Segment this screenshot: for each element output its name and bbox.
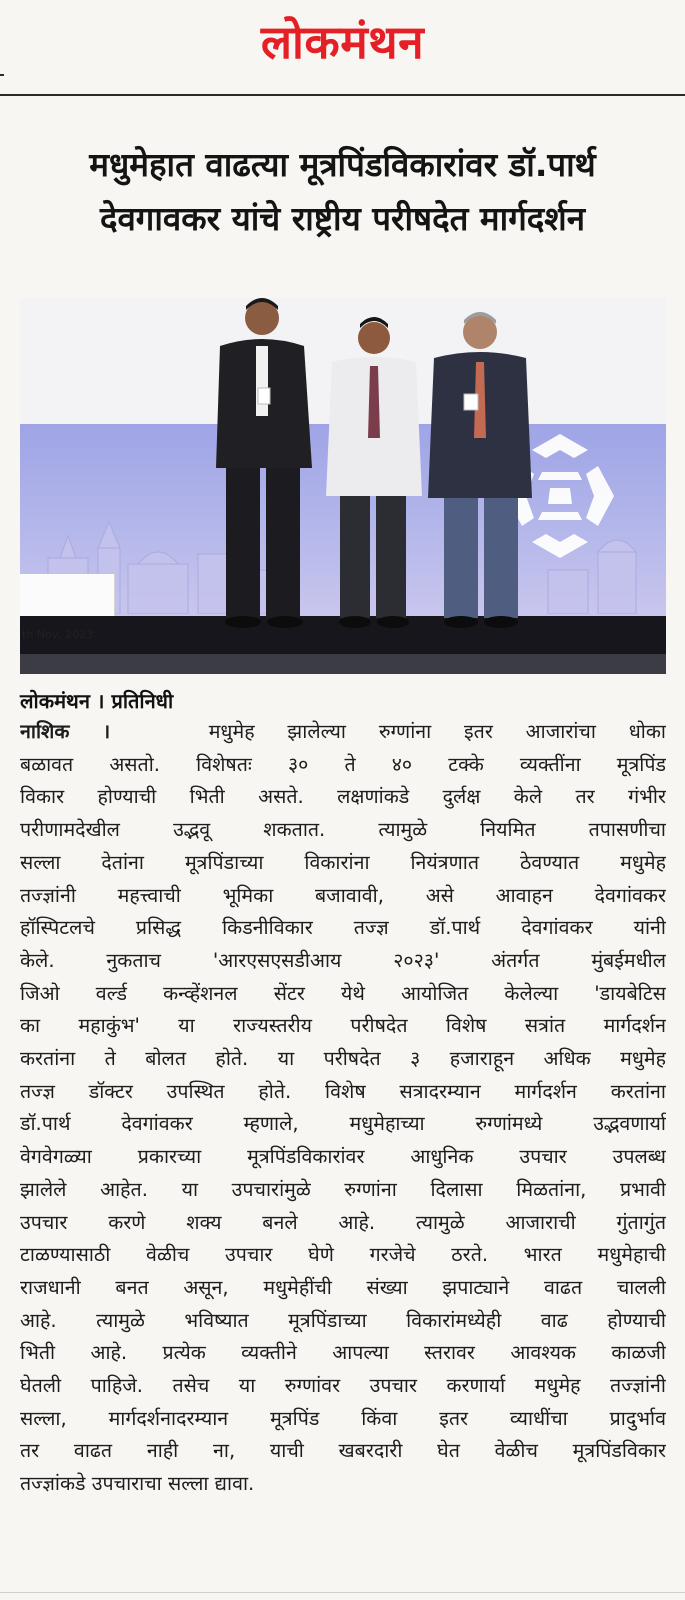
article-headline [20, 138, 665, 246]
masthead-rule [0, 94, 685, 96]
article-line: का महाकुंभ' या राज्यस्तरीय परीषदेत विशेष सत्रांत मार्गदर्शन [20, 1014, 666, 1038]
person-middle [326, 317, 422, 628]
article-line: डॉ.पार्थ देवगांवकर म्हणाले, मधुमेहाच्या रुग्णांमध्ये उद्भवणार्या [20, 1112, 666, 1136]
article-byline: लोकमंथन । प्रतिनिधी [20, 689, 174, 713]
person-left [216, 298, 312, 628]
article-line: तज्ज्ञांनी महत्त्वाची भूमिका बजावावी, असे आवाहन देवगांवकर [20, 883, 666, 907]
article-line: सल्ला देतांना मूत्रपिंडाच्या विकारांना नियंत्रणात ठेवण्यात मधुमेह [20, 850, 666, 874]
article-line: झालेले आहेत. या उपचारांमुळे रुग्णांना दिलासा मिळतांना, प्रभावी [20, 1177, 666, 1201]
article-line: तज्ज्ञांकडे उपचाराचा सल्ला द्यावा. [20, 1472, 255, 1496]
newspaper-logo: लोकमंथन [260, 15, 425, 69]
article-line: घेतली पाहिजे. तसेच या रुग्णांवर उपचार करणार्या मधुमेह तज्ज्ञांनी [20, 1374, 666, 1398]
article-line: भिती आहे. प्रत्येक व्यक्तीने आपल्या स्तरावर आवश्यक काळजी [20, 1341, 666, 1365]
article-line: करतांना ते बोलत होते. या परीषदेत ३ हजाराहून अधिक मधुमेह [20, 1047, 666, 1071]
article-line: टाळण्यासाठी वेळीच उपचार घेणे गरजेचे ठरते. भारत मधुमेहाची [20, 1243, 666, 1267]
article-line: केले. नुकताच 'आरएसएसडीआय २०२३' अंतर्गत मुंबईमधील [20, 948, 666, 972]
article-line: विकार होण्याची भिती असते. लक्षणांकडे दुर्लक्ष केले तर गंभीर [20, 785, 666, 809]
masthead [0, 0, 685, 96]
article-line: तज्ज्ञ डॉक्टर उपस्थित होते. विशेष सत्रादरम्यान मार्गदर्शन करतांना [20, 1079, 666, 1103]
article-line: आहे. त्यामुळे भविष्यात मूत्रपिंडाच्या विकारांमध्येही वाढ होण्याची [20, 1308, 666, 1332]
article-line: उपचार करणे शक्य बनले आहे. त्यामुळे आजाराची गुंतागुंत [20, 1210, 666, 1234]
article-line: बळावत असतो. विशेषतः ३० ते ४० टक्के व्यक्तींना मूत्रपिंड [20, 752, 666, 776]
article-line: नाशिक । मधुमेह झालेल्या रुग्णांना इतर आजारांचा धोका [20, 720, 666, 743]
article-photo [20, 298, 666, 674]
headline-line-2: देवगावकर यांचे राष्ट्रीय परीषदेत मार्गदर्शन [99, 199, 586, 238]
margin-tick [0, 74, 4, 76]
person-right [428, 312, 532, 628]
people-figures [20, 298, 666, 674]
article-line: राजधानी बनत असून, मधुमेहींची संख्या झपाट्याने वाढत चालली [20, 1275, 666, 1299]
article-line: जिओ वर्ल्ड कन्व्हेंशनल सेंटर येथे आयोजित केलेल्या 'डायबेटिस [20, 981, 666, 1005]
headline-line-1: मधुमेहात वाढत्या मूत्रपिंडविकारांवर डॉ.पार्थ [89, 145, 596, 184]
article-line: वेगवेगळ्या प्रकारच्या मूत्रपिंडविकारांवर आधुनिक उपचार उपलब्ध [20, 1145, 666, 1169]
article-line: सल्ला, मार्गदर्शनादरम्यान मूत्रपिंड किंवा इतर व्याधींचा प्रादुर्भाव [20, 1406, 666, 1430]
article-line: परीणामदेखील उद्भवू शकतात. त्यामुळे नियमित तपासणीचा [20, 818, 666, 842]
article-line: हॉस्पिटलचे प्रसिद्ध किडनीविकार तज्ज्ञ डॉ.पार्थ देवगांवकर यांनी [20, 916, 666, 940]
page-bottom-rule [0, 1592, 685, 1593]
photo-date-caption: th Nov, 2023 [22, 628, 94, 641]
article-line: तर वाढत नाही ना, याची खबरदारी घेत वेळीच मूत्रपिंडविकार [20, 1439, 666, 1463]
dateline-place: नाशिक । [20, 720, 111, 743]
article-body [20, 716, 666, 1501]
